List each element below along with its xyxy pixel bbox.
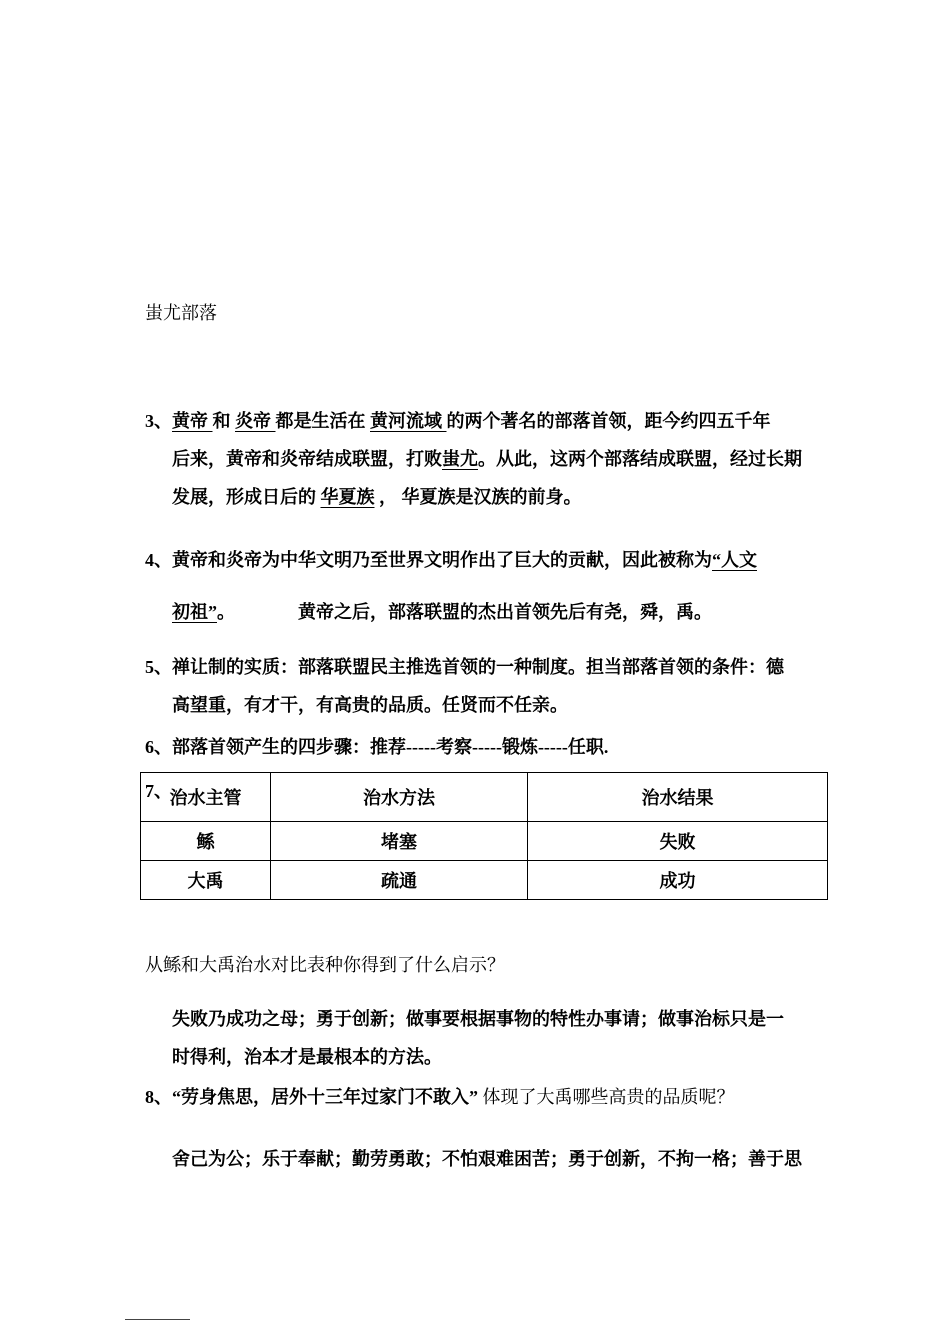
header-cell-result: 治水结果 bbox=[528, 773, 828, 822]
flood-control-table bbox=[140, 772, 828, 900]
term-huanghe-liuyu: 黄河流域 bbox=[370, 411, 447, 431]
table-cell-result: 成功 bbox=[528, 861, 828, 900]
item-4-text: 黄帝之后，部落联盟的杰出首领先后有尧，舜，禹。 bbox=[298, 602, 712, 622]
item-5-number: 5、 bbox=[145, 657, 172, 677]
table-cell-owner: 大禹 bbox=[141, 861, 271, 900]
answer-1-text: 失败乃成功之母；勇于创新；做事要根据事物的特性办事请；做事治标只是一 bbox=[172, 1009, 784, 1029]
item-8-text: 体现了大禹哪些高贵的品质呢？ bbox=[478, 1087, 735, 1107]
item-4 bbox=[145, 534, 850, 638]
item-4-text: 。 bbox=[217, 602, 226, 622]
item-4-text: 黄帝和炎帝为中华文明乃至世界文明作出了巨大的贡献，因此被称为 bbox=[172, 550, 712, 570]
table-row-dayu bbox=[141, 861, 828, 900]
item-8 bbox=[145, 1078, 850, 1116]
item-3-text: 都是生活在 bbox=[275, 411, 370, 431]
item-3-text: 的两个著名的部落首领，距今约四五千年 bbox=[446, 411, 771, 431]
answer-2-text: 舍己为公；乐于奉献；勤劳勇敢；不怕艰难困苦；勇于创新，不拘一格；善于思 bbox=[172, 1149, 802, 1169]
item-8-quote: “劳身焦思，居外十三年过家门不敢入” bbox=[172, 1087, 478, 1107]
table-cell-method: 疏通 bbox=[271, 861, 528, 900]
item-4-number: 4、 bbox=[145, 550, 172, 570]
item-3-number: 3、 bbox=[145, 411, 172, 431]
item-5 bbox=[145, 648, 850, 724]
table-cell-result: 失败 bbox=[528, 822, 828, 861]
table-header-row bbox=[141, 773, 828, 822]
answer-1-text: 时得利，治本才是最根本的方法。 bbox=[172, 1047, 442, 1067]
item-4-gap bbox=[226, 602, 298, 622]
term-yandi: 炎帝 bbox=[235, 411, 276, 431]
table-row-gun bbox=[141, 822, 828, 861]
table-cell-owner: 鲧 bbox=[141, 822, 271, 861]
item-8-number: 8、 bbox=[145, 1087, 172, 1107]
header-cell-method: 治水方法 bbox=[271, 773, 528, 822]
item-3-text: 。从此，这两个部落结成联盟，经过长期 bbox=[478, 449, 802, 469]
item-3-text: 后来，黄帝和炎帝结成联盟，打败 bbox=[172, 449, 442, 469]
intro-text bbox=[145, 300, 850, 326]
header-cell-owner: 治水主管 bbox=[141, 773, 271, 822]
table-cell-method: 堵塞 bbox=[271, 822, 528, 861]
item-7-number: 7、 bbox=[145, 781, 172, 801]
term-chiyou: 蚩尤 bbox=[442, 449, 478, 469]
item-3 bbox=[145, 402, 850, 516]
question-paragraph bbox=[145, 946, 850, 984]
answer-paragraph-2 bbox=[172, 1140, 850, 1178]
question-text: 从鲧和大禹治水对比表种你得到了什么启示？ bbox=[145, 955, 505, 975]
item-3-text: ， 华夏族是汉族的前身。 bbox=[374, 487, 582, 507]
answer-paragraph-1 bbox=[172, 1000, 850, 1076]
item-6 bbox=[145, 728, 850, 766]
item-3-text: 和 bbox=[212, 411, 235, 431]
intro-label: 蚩尤部落 bbox=[145, 303, 217, 323]
term-huangdi: 黄帝 bbox=[172, 411, 213, 431]
term-renwen-chuzu-part2: 初祖” bbox=[172, 602, 217, 622]
term-renwen-chuzu-part1: “人文 bbox=[712, 550, 757, 570]
item-6-text: 部落首领产生的四步骤：推荐-----考察-----锻炼-----任职. bbox=[172, 737, 609, 757]
item-5-text: 禅让制的实质：部落联盟民主推选首领的一种制度。担当部落首领的条件：德 bbox=[172, 657, 784, 677]
term-huaxia: 华夏族 bbox=[320, 487, 375, 507]
item-6-number: 6、 bbox=[145, 737, 172, 757]
footnote-separator-line bbox=[125, 1319, 190, 1320]
item-3-text: 发展，形成日后的 bbox=[172, 487, 321, 507]
item-5-text: 高望重，有才干，有高贵的品质。任贤而不任亲。 bbox=[172, 695, 568, 715]
